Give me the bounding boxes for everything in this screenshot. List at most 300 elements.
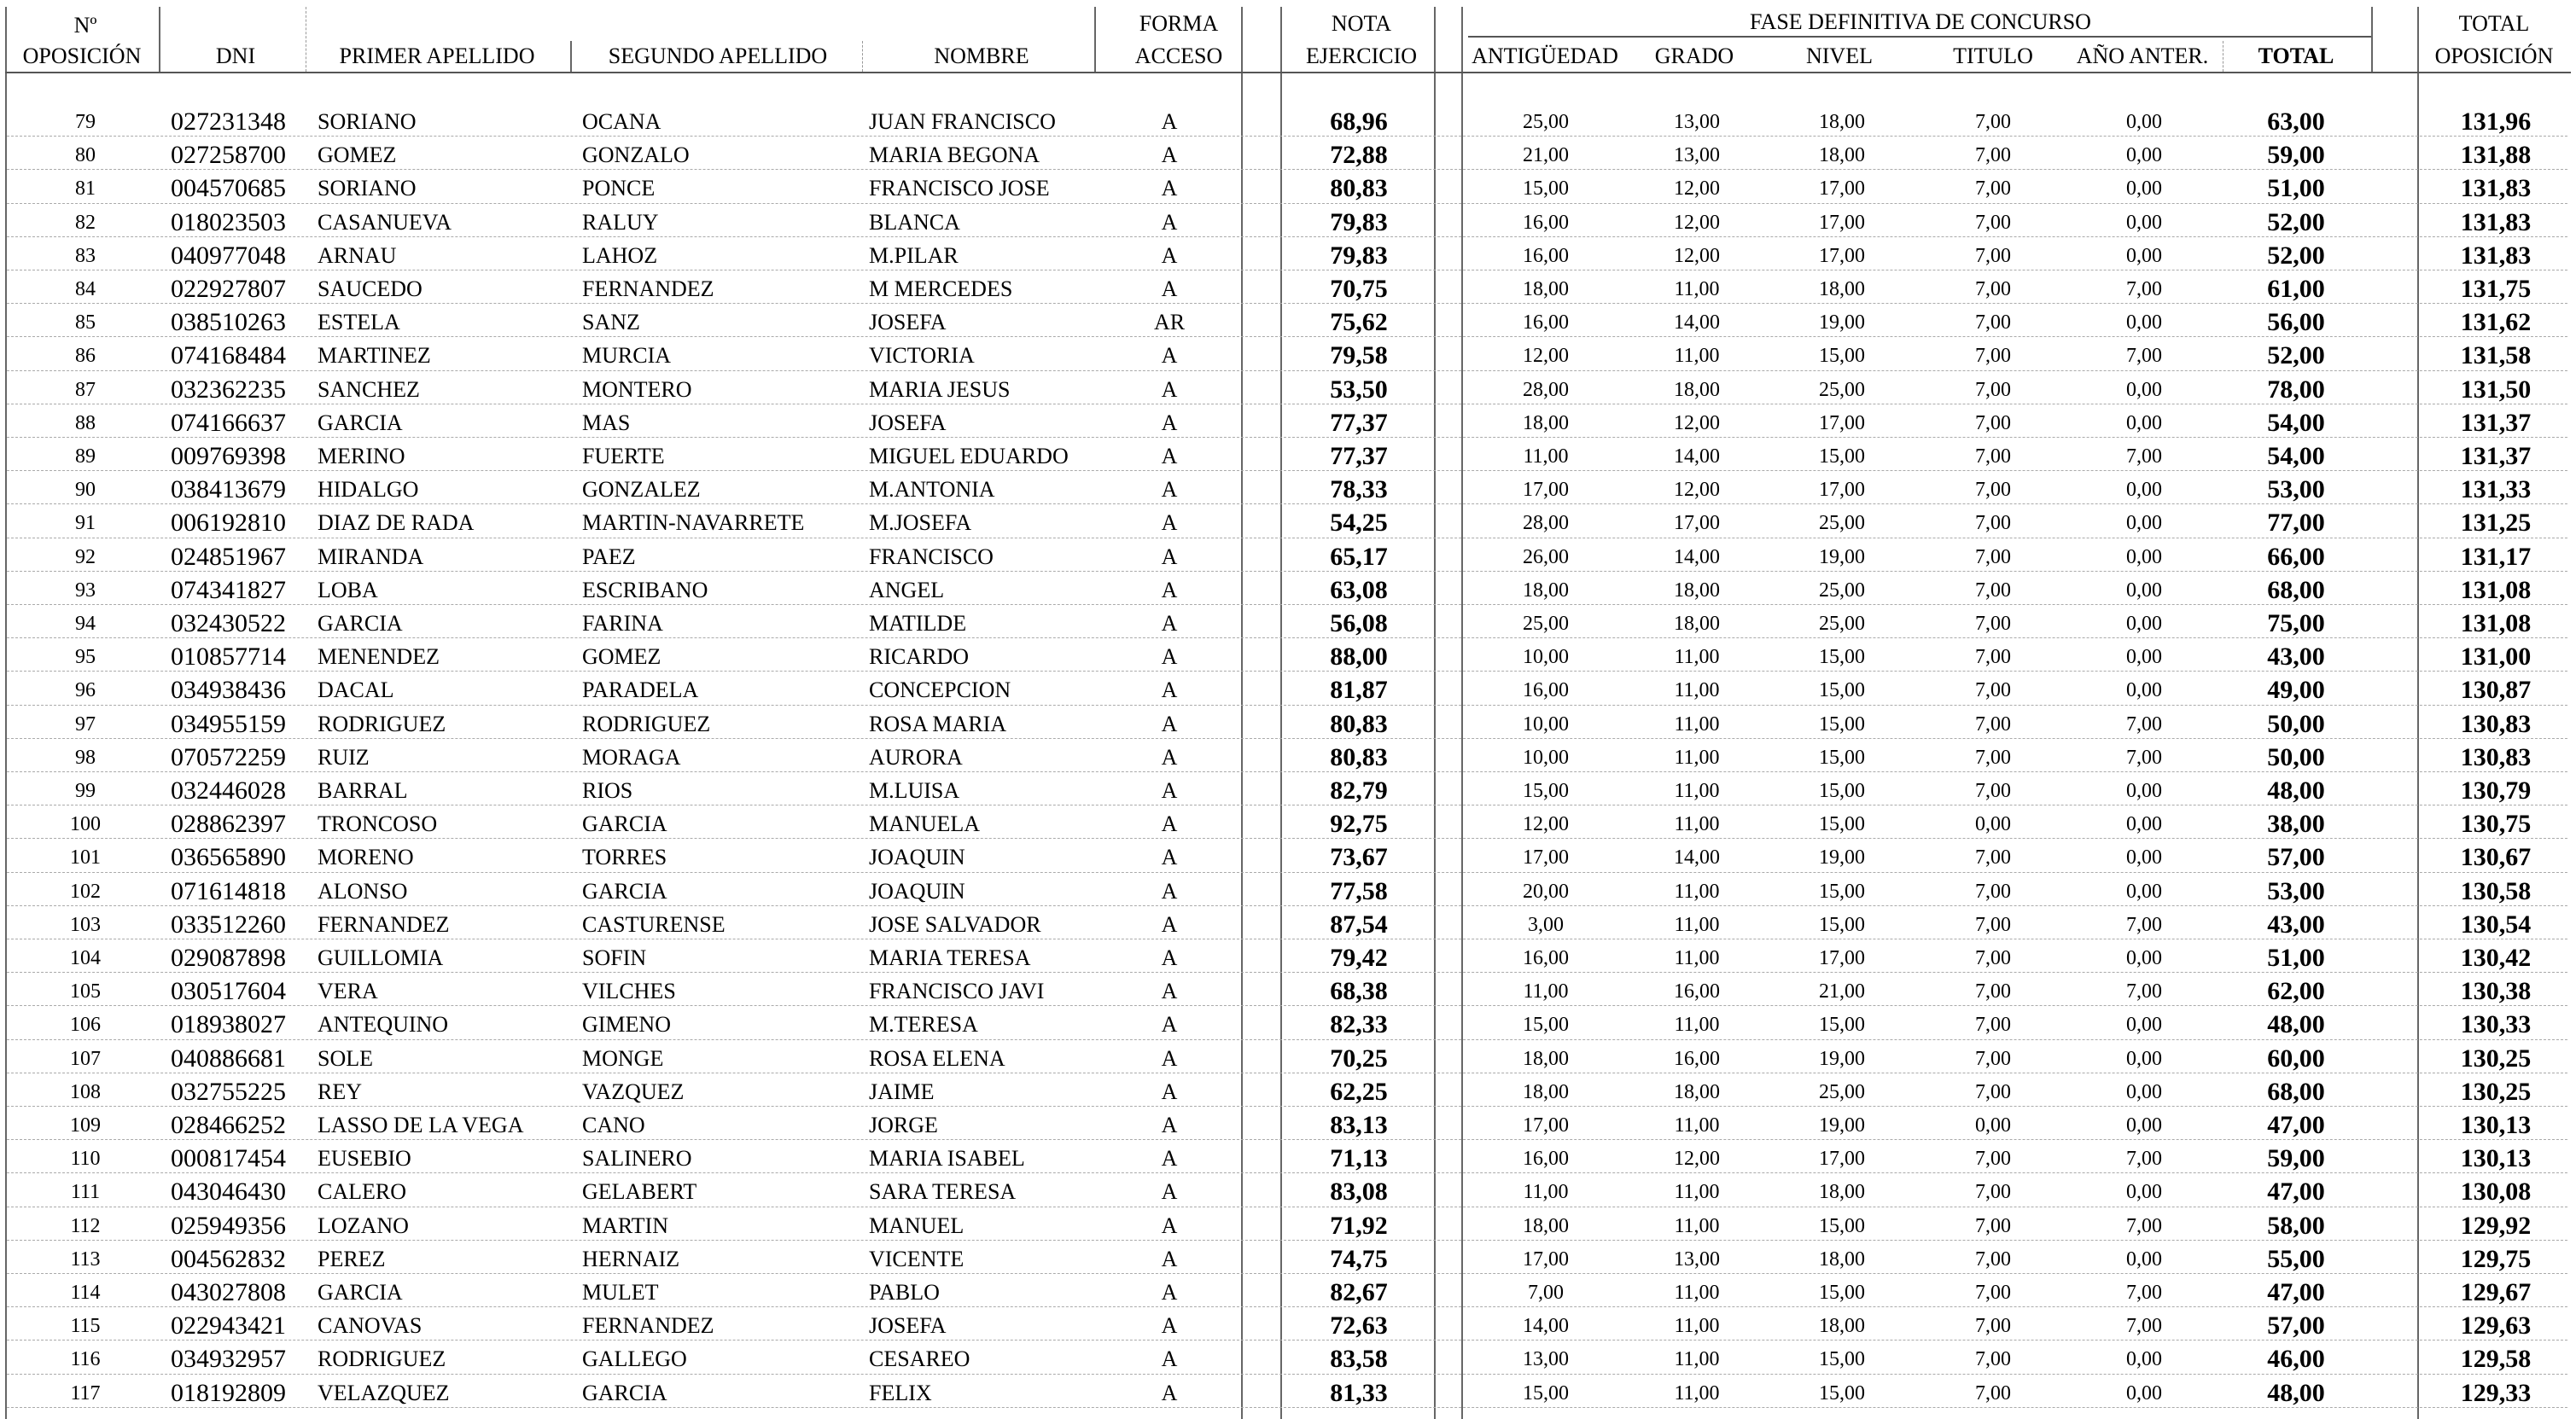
cell-grado: 14,00 [1674,445,1720,468]
cell-num: 113 [70,1247,101,1271]
cell-total-op: 131,58 [2460,341,2532,370]
cell-dni: 018192809 [171,1378,286,1407]
cell-nivel: 15,00 [1819,1014,1865,1037]
cell-apellido2: FERNANDEZ [582,276,714,301]
table-row [0,805,2576,838]
cell-total-op: 130,13 [2460,1111,2532,1139]
cell-forma: A [1161,979,1178,1004]
cell-forma: A [1161,1380,1178,1405]
cell-apellido2: MARTIN-NAVARRETE [582,510,805,536]
cell-antiguedad: 13,00 [1523,1348,1569,1371]
cell-titulo: 7,00 [1975,1348,2011,1371]
frame-v-ap2 [862,41,863,72]
cell-nombre: JORGE [869,1113,938,1137]
table-row [0,637,2576,671]
cell-apellido1: CANOVAS [318,1313,423,1339]
cell-num: 114 [70,1282,101,1304]
cell-total-op: 130,38 [2460,977,2532,1006]
cell-nombre: MARIA JESUS [869,376,1011,402]
cell-total: 66,00 [2267,542,2325,571]
cell-dni: 018938027 [171,1010,286,1039]
cell-grado: 13,00 [1674,144,1720,167]
cell-nota: 77,58 [1330,876,1388,905]
cell-total: 54,00 [2267,408,2325,437]
cell-ano-anter: 0,00 [2126,144,2162,167]
cell-total-op: 130,08 [2460,1178,2532,1207]
cell-ano-anter: 7,00 [2126,913,2162,936]
cell-dni: 025949356 [171,1211,286,1240]
table-row [0,1374,2576,1407]
cell-num: 97 [75,712,96,736]
cell-ano-anter: 0,00 [2126,1381,2162,1404]
cell-nota: 72,63 [1330,1311,1388,1340]
header-nivel: NIVEL [1806,44,1873,68]
cell-antiguedad: 20,00 [1523,880,1569,903]
cell-grado: 11,00 [1674,880,1720,903]
table-row [0,303,2576,336]
cell-forma: A [1161,678,1178,703]
cell-nombre: JUAN FRANCISCO [869,109,1056,134]
cell-nombre: MANUEL [869,1213,965,1238]
cell-titulo: 7,00 [1975,1315,2011,1338]
cell-grado: 18,00 [1674,579,1720,602]
cell-ano-anter: 0,00 [2126,411,2162,434]
cell-grado: 14,00 [1674,311,1720,334]
cell-antiguedad: 11,00 [1523,1181,1569,1204]
cell-total-op: 131,62 [2460,308,2532,337]
cell-num: 79 [75,111,96,133]
cell-nivel: 17,00 [1819,1148,1865,1171]
cell-nota: 62,25 [1330,1077,1388,1106]
cell-dni: 032446028 [171,776,286,805]
cell-nombre: MARIA TERESA [869,945,1031,970]
cell-total-op: 131,37 [2460,408,2532,437]
cell-total-op: 131,50 [2460,375,2532,404]
table-row [0,203,2576,236]
cell-forma: A [1161,1213,1178,1238]
cell-dni: 032362235 [171,375,286,404]
table-row [0,538,2576,571]
cell-grado: 17,00 [1674,512,1720,535]
cell-nivel: 18,00 [1819,1315,1865,1338]
cell-nivel: 17,00 [1819,177,1865,201]
cell-apellido1: ARNAU [318,242,397,268]
cell-total: 48,00 [2267,1378,2325,1407]
cell-num: 92 [75,545,96,568]
cell-apellido1: GUILLOMIA [318,945,444,970]
header-grado: GRADO [1654,44,1734,68]
cell-forma: A [1161,343,1178,369]
cell-forma: A [1161,711,1178,736]
cell-apellido1: MARTINEZ [318,343,431,369]
header-ano-anter: AÑO ANTER. [2076,44,2209,68]
cell-nota: 82,33 [1330,1010,1388,1039]
cell-num: 108 [70,1080,101,1103]
cell-ano-anter: 0,00 [2126,1247,2162,1271]
cell-dni: 018023503 [171,207,286,236]
cell-total-op: 131,83 [2460,174,2532,203]
cell-apellido1: EUSEBIO [318,1146,411,1172]
cell-total-op: 131,33 [2460,475,2532,504]
cell-apellido1: SORIANO [318,109,417,134]
table-row [0,738,2576,771]
cell-nota: 80,83 [1330,742,1388,771]
cell-nivel: 25,00 [1819,378,1865,401]
cell-total-op: 131,75 [2460,275,2532,303]
cell-total: 68,00 [2267,575,2325,604]
cell-total-op: 129,67 [2460,1278,2532,1306]
header-total: TOTAL [2258,44,2334,68]
cell-forma: A [1161,577,1178,602]
cell-apellido1: BARRAL [318,778,408,803]
cell-nivel: 19,00 [1819,846,1865,869]
table-row [0,1273,2576,1306]
cell-ano-anter: 0,00 [2126,1014,2162,1037]
cell-apellido2: PONCE [582,176,656,201]
cell-nota: 92,75 [1330,810,1388,839]
cell-nivel: 15,00 [1819,646,1865,669]
header-primer-apellido: PRIMER APELLIDO [339,44,535,68]
cell-num: 111 [70,1181,101,1204]
cell-antiguedad: 11,00 [1523,980,1569,1003]
cell-apellido2: FARINA [582,611,663,636]
cell-apellido2: RODRIGUEZ [582,711,711,736]
cell-nota: 83,08 [1330,1178,1388,1207]
cell-titulo: 7,00 [1975,411,2011,434]
cell-nivel: 15,00 [1819,1214,1865,1237]
cell-forma: A [1161,778,1178,803]
frame-v-ap1 [570,41,572,72]
table-row [0,236,2576,270]
cell-nivel: 15,00 [1819,1282,1865,1304]
cell-nombre: ANGEL [869,577,945,602]
cell-antiguedad: 11,00 [1523,445,1569,468]
cell-dni: 043046430 [171,1178,286,1207]
cell-nivel: 18,00 [1819,1181,1865,1204]
cell-total: 43,00 [2267,910,2325,939]
cell-num: 93 [75,579,96,602]
cell-nivel: 17,00 [1819,244,1865,267]
cell-apellido2: MONGE [582,1045,664,1071]
cell-forma: A [1161,1280,1178,1305]
cell-total: 59,00 [2267,141,2325,170]
cell-apellido1: MORENO [318,845,414,870]
cell-num: 115 [70,1315,101,1338]
table-row [0,604,2576,637]
cell-ano-anter: 0,00 [2126,880,2162,903]
cell-nombre: FRANCISCO [869,544,994,569]
cell-total-op: 130,13 [2460,1144,2532,1173]
cell-apellido2: GELABERT [582,1179,697,1205]
cell-apellido2: GARCIA [582,1380,667,1405]
cell-nivel: 15,00 [1819,880,1865,903]
cell-forma: A [1161,176,1178,201]
cell-num: 90 [75,479,96,502]
cell-dni: 000817454 [171,1144,286,1173]
cell-apellido1: ESTELA [318,310,400,335]
cell-dni: 074166637 [171,408,286,437]
cell-titulo: 7,00 [1975,111,2011,133]
cell-nota: 53,50 [1330,375,1388,404]
frame-v-forma [1094,7,1096,72]
cell-total: 59,00 [2267,1144,2325,1173]
cell-antiguedad: 18,00 [1523,411,1569,434]
cell-total: 50,00 [2267,709,2325,738]
header-fase-title: FASE DEFINITIVA DE CONCURSO [1750,9,2091,34]
frame-h-fase [1468,36,2371,38]
cell-ano-anter: 0,00 [2126,679,2162,702]
cell-apellido2: GALLEGO [582,1346,687,1372]
cell-antiguedad: 15,00 [1523,177,1569,201]
cell-num: 101 [70,846,101,869]
cell-nivel: 15,00 [1819,813,1865,836]
cell-apellido2: TORRES [582,845,667,870]
cell-total-op: 130,58 [2460,876,2532,905]
cell-forma: A [1161,142,1178,168]
cell-antiguedad: 17,00 [1523,479,1569,502]
cell-titulo: 7,00 [1975,479,2011,502]
cell-grado: 11,00 [1674,278,1720,300]
cell-antiguedad: 25,00 [1523,613,1569,635]
cell-nota: 56,08 [1330,609,1388,637]
cell-grado: 12,00 [1674,1148,1720,1171]
cell-total-op: 129,58 [2460,1345,2532,1374]
cell-grado: 11,00 [1674,345,1720,368]
cell-antiguedad: 26,00 [1523,545,1569,568]
cell-apellido1: PEREZ [318,1246,386,1271]
cell-nombre: SARA TERESA [869,1179,1017,1205]
cell-titulo: 7,00 [1975,1148,2011,1171]
cell-nombre: M.LUISA [869,778,960,803]
cell-apellido1: SORIANO [318,176,417,201]
cell-total-op: 130,33 [2460,1010,2532,1039]
cell-forma: A [1161,444,1178,468]
cell-ano-anter: 0,00 [2126,1047,2162,1070]
cell-num: 82 [75,211,96,234]
cell-num: 81 [75,177,96,201]
cell-num: 96 [75,679,96,702]
cell-dni: 032755225 [171,1077,286,1106]
cell-dni: 024851967 [171,542,286,571]
cell-dni: 022943421 [171,1311,286,1340]
cell-apellido1: RODRIGUEZ [318,1346,446,1372]
cell-grado: 16,00 [1674,1047,1720,1070]
table-row [0,771,2576,805]
cell-total: 58,00 [2267,1211,2325,1240]
cell-nota: 81,33 [1330,1378,1388,1407]
cell-titulo: 7,00 [1975,1014,2011,1037]
table-row [0,503,2576,537]
cell-nota: 83,13 [1330,1111,1388,1139]
cell-total: 60,00 [2267,1044,2325,1073]
cell-nombre: BLANCA [869,209,960,235]
cell-nombre: M.JOSEFA [869,510,972,536]
cell-num: 106 [70,1014,101,1037]
cell-num: 98 [75,746,96,769]
cell-titulo: 7,00 [1975,746,2011,769]
cell-total: 53,00 [2267,475,2325,504]
cell-apellido1: REY [318,1079,362,1104]
cell-nombre: VICENTE [869,1246,965,1271]
cell-nota: 68,38 [1330,977,1388,1006]
cell-nivel: 18,00 [1819,278,1865,300]
cell-forma: A [1161,1079,1178,1104]
cell-num: 104 [70,947,101,969]
cell-nombre: MATILDE [869,611,967,636]
cell-nivel: 17,00 [1819,211,1865,234]
cell-titulo: 7,00 [1975,913,2011,936]
cell-forma: A [1161,376,1178,402]
table-row [0,671,2576,704]
cell-dni: 038510263 [171,308,286,337]
header-antiguedad: ANTIGÜEDAD [1472,44,1618,68]
cell-dni: 004562832 [171,1244,286,1273]
cell-apellido2: ESCRIBANO [582,577,708,602]
cell-titulo: 7,00 [1975,278,2011,300]
cell-nota: 77,37 [1330,442,1388,470]
cell-forma: A [1161,845,1178,870]
cell-total: 57,00 [2267,1311,2325,1340]
cell-nota: 73,67 [1330,843,1388,872]
cell-apellido1: LOBA [318,577,378,602]
cell-antiguedad: 16,00 [1523,1148,1569,1171]
table-row [0,1240,2576,1273]
cell-dni: 029087898 [171,944,286,972]
cell-titulo: 0,00 [1975,1114,2011,1137]
cell-apellido2: HERNAIZ [582,1246,680,1271]
cell-grado: 12,00 [1674,244,1720,267]
cell-ano-anter: 0,00 [2126,813,2162,836]
cell-apellido1: ANTEQUINO [318,1012,449,1038]
cell-titulo: 7,00 [1975,311,2011,334]
cell-total: 47,00 [2267,1111,2325,1139]
cell-ano-anter: 0,00 [2126,646,2162,669]
cell-dni: 034955159 [171,709,286,738]
cell-dni: 009769398 [171,442,286,470]
cell-total-op: 131,37 [2460,442,2532,470]
cell-apellido2: CANO [582,1113,645,1137]
cell-num: 91 [75,512,96,535]
cell-total: 53,00 [2267,876,2325,905]
cell-total: 48,00 [2267,776,2325,805]
cell-titulo: 7,00 [1975,846,2011,869]
cell-ano-anter: 7,00 [2126,980,2162,1003]
cell-num: 84 [75,278,96,300]
cell-nivel: 15,00 [1819,913,1865,936]
cell-nombre: MARIA ISABEL [869,1146,1025,1172]
cell-dni: 038413679 [171,475,286,504]
cell-dni: 028862397 [171,810,286,839]
cell-total-op: 130,67 [2460,843,2532,872]
cell-nota: 80,83 [1330,174,1388,203]
cell-nota: 80,83 [1330,709,1388,738]
cell-grado: 11,00 [1674,913,1720,936]
cell-antiguedad: 3,00 [1528,913,1564,936]
cell-total-op: 131,83 [2460,207,2532,236]
cell-total: 62,00 [2267,977,2325,1006]
cell-apellido2: MONTERO [582,376,692,402]
cell-grado: 13,00 [1674,1247,1720,1271]
cell-ano-anter: 0,00 [2126,378,2162,401]
cell-grado: 11,00 [1674,1348,1720,1371]
cell-antiguedad: 28,00 [1523,512,1569,535]
cell-num: 116 [70,1348,101,1371]
cell-grado: 11,00 [1674,1381,1720,1404]
table-row [0,571,2576,604]
cell-total-op: 131,83 [2460,241,2532,270]
cell-dni: 040977048 [171,241,286,270]
cell-apellido1: GOMEZ [318,142,397,168]
cell-forma: A [1161,1146,1178,1172]
cell-apellido2: VAZQUEZ [582,1079,685,1104]
cell-ano-anter: 0,00 [2126,1181,2162,1204]
cell-forma: A [1161,744,1178,770]
cell-antiguedad: 10,00 [1523,646,1569,669]
cell-grado: 11,00 [1674,813,1720,836]
cell-grado: 11,00 [1674,746,1720,769]
cell-total: 38,00 [2267,810,2325,839]
cell-forma: A [1161,811,1178,837]
cell-antiguedad: 16,00 [1523,211,1569,234]
table-row [0,939,2576,972]
cell-nivel: 15,00 [1819,1348,1865,1371]
cell-nombre: VICTORIA [869,343,975,369]
cell-apellido1: LOZANO [318,1213,409,1238]
cell-ano-anter: 0,00 [2126,177,2162,201]
cell-dni: 028466252 [171,1111,286,1139]
cell-total: 48,00 [2267,1010,2325,1039]
cell-grado: 11,00 [1674,1214,1720,1237]
cell-nivel: 25,00 [1819,512,1865,535]
cell-grado: 18,00 [1674,1080,1720,1103]
cell-antiguedad: 16,00 [1523,947,1569,969]
cell-grado: 11,00 [1674,679,1720,702]
table-row [0,872,2576,905]
cell-grado: 16,00 [1674,980,1720,1003]
cell-total-op: 130,54 [2460,910,2532,939]
cell-ano-anter: 7,00 [2126,445,2162,468]
table-row [0,336,2576,369]
cell-nota: 68,96 [1330,108,1388,136]
cell-titulo: 7,00 [1975,646,2011,669]
cell-nivel: 15,00 [1819,712,1865,736]
cell-nota: 70,25 [1330,1044,1388,1073]
cell-titulo: 7,00 [1975,780,2011,802]
cell-nivel: 19,00 [1819,1047,1865,1070]
cell-titulo: 7,00 [1975,1080,2011,1103]
header-titulo: TITULO [1953,44,2033,68]
cell-apellido1: HIDALGO [318,477,419,503]
cell-total-op: 130,75 [2460,810,2532,839]
cell-nombre: ROSA MARIA [869,711,1007,736]
cell-titulo: 7,00 [1975,712,2011,736]
cell-total-op: 130,83 [2460,709,2532,738]
cell-dni: 010857714 [171,643,286,672]
row-divider [7,1407,2567,1408]
cell-apellido1: FERNANDEZ [318,911,450,937]
cell-apellido2: CASTURENSE [582,911,726,937]
cell-ano-anter: 7,00 [2126,1148,2162,1171]
cell-total-op: 129,75 [2460,1244,2532,1273]
cell-dni: 034932957 [171,1345,286,1374]
table-row [0,905,2576,939]
cell-titulo: 7,00 [1975,1247,2011,1271]
cell-forma: A [1161,878,1178,904]
cell-grado: 12,00 [1674,211,1720,234]
cell-titulo: 7,00 [1975,545,2011,568]
cell-ano-anter: 0,00 [2126,545,2162,568]
frame-v-num [159,7,160,72]
